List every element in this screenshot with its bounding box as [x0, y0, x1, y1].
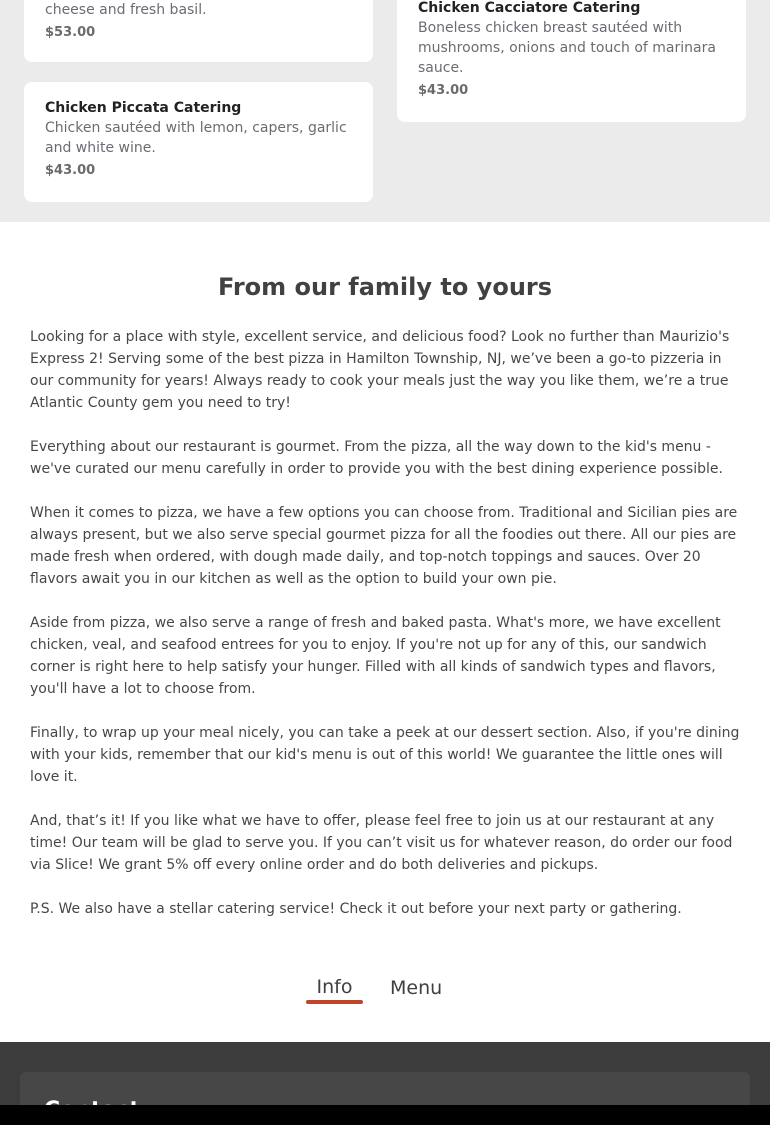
catering-menu-section — [0, 0, 770, 222]
active-tab-indicator — [306, 1000, 363, 1004]
footer — [0, 1042, 770, 1105]
menu-item-card[interactable] — [24, 82, 373, 202]
menu-item-description: Chicken sautéed with lemon, capers, garlic and white wine. — [45, 120, 347, 156]
menu-item-name: Chicken Cacciatore Catering — [418, 0, 641, 16]
menu-item-price: $43.00 — [418, 83, 469, 98]
about-paragraph: Aside from pizza, we also serve a range of fresh and baked pasta. What's more, we have excellent chicken, veal, and seafood entrees for you to enjoy. If you're not up for any of this, our sandwich corner is right here to help satisfy your hunger. Filled with all kinds of sandwich types and flavors, you'll have a lot to choose from. — [30, 615, 721, 697]
about-body — [30, 326, 742, 942]
menu-item-price: $53.00 — [45, 25, 96, 40]
menu-item-card[interactable] — [24, 0, 373, 62]
menu-item-description: Boneless chicken breast sautéed with mushrooms, onions and touch of marinara sauce. — [418, 20, 716, 76]
about-paragraph: Finally, to wrap up your meal nicely, you can take a peek at our dessert section. Also, if you're dining with your kids, remember that our kid's menu is out of this world! We guarantee the little ones will love it. — [30, 725, 740, 785]
menu-item-name: Chicken Piccata Catering — [45, 100, 242, 116]
tab-info[interactable]: Info — [316, 976, 353, 998]
bottom-bar — [0, 1105, 770, 1125]
about-title: From our family to yours — [217, 273, 553, 301]
about-paragraph: P.S. We also have a stellar catering service! Check it out before your next party or gathering. — [30, 901, 682, 917]
about-paragraph: Everything about our restaurant is gourmet. From the pizza, all the way down to the kid's menu - we've curated our menu carefully in order to provide you with the best dining experience possible. — [30, 439, 723, 477]
menu-item-price: $43.00 — [45, 163, 96, 178]
about-section — [0, 222, 770, 1042]
about-paragraph: And, that’s it! If you like what we have to offer, please feel free to join us at our restaurant at any time! Our team will be glad to serve you. If you can’t visit us for whatever reason, do order our food via Slice! We grant 5% off every online order and do both deliveries and pickups. — [30, 813, 733, 873]
info-menu-tabs — [0, 970, 770, 1010]
about-paragraph: Looking for a place with style, excellent service, and delicious food? Look no further than Maurizio's Express 2! Serving some of the best pizza in Hamilton Township, NJ, we’ve been a go-to pizzeria in our community for years! Always ready to cook your meals just the way you like them, we’re a true Atlantic County gem you need to try! — [30, 329, 730, 411]
about-paragraph: When it comes to pizza, we have a few options you can choose from. Traditional and Sicilian pies are always present, but we also serve special gourmet pizza for all the foodies out there. All our pies are made fresh when ordered, with dough made daily, and top-notch toppings and sauces. Over 20 flavors await you in our kitchen as well as the option to build your own pie. — [30, 505, 738, 587]
menu-item-description: cheese and fresh basil. — [45, 2, 207, 18]
menu-item-card[interactable] — [397, 0, 746, 122]
tab-menu[interactable]: Menu — [390, 977, 443, 999]
